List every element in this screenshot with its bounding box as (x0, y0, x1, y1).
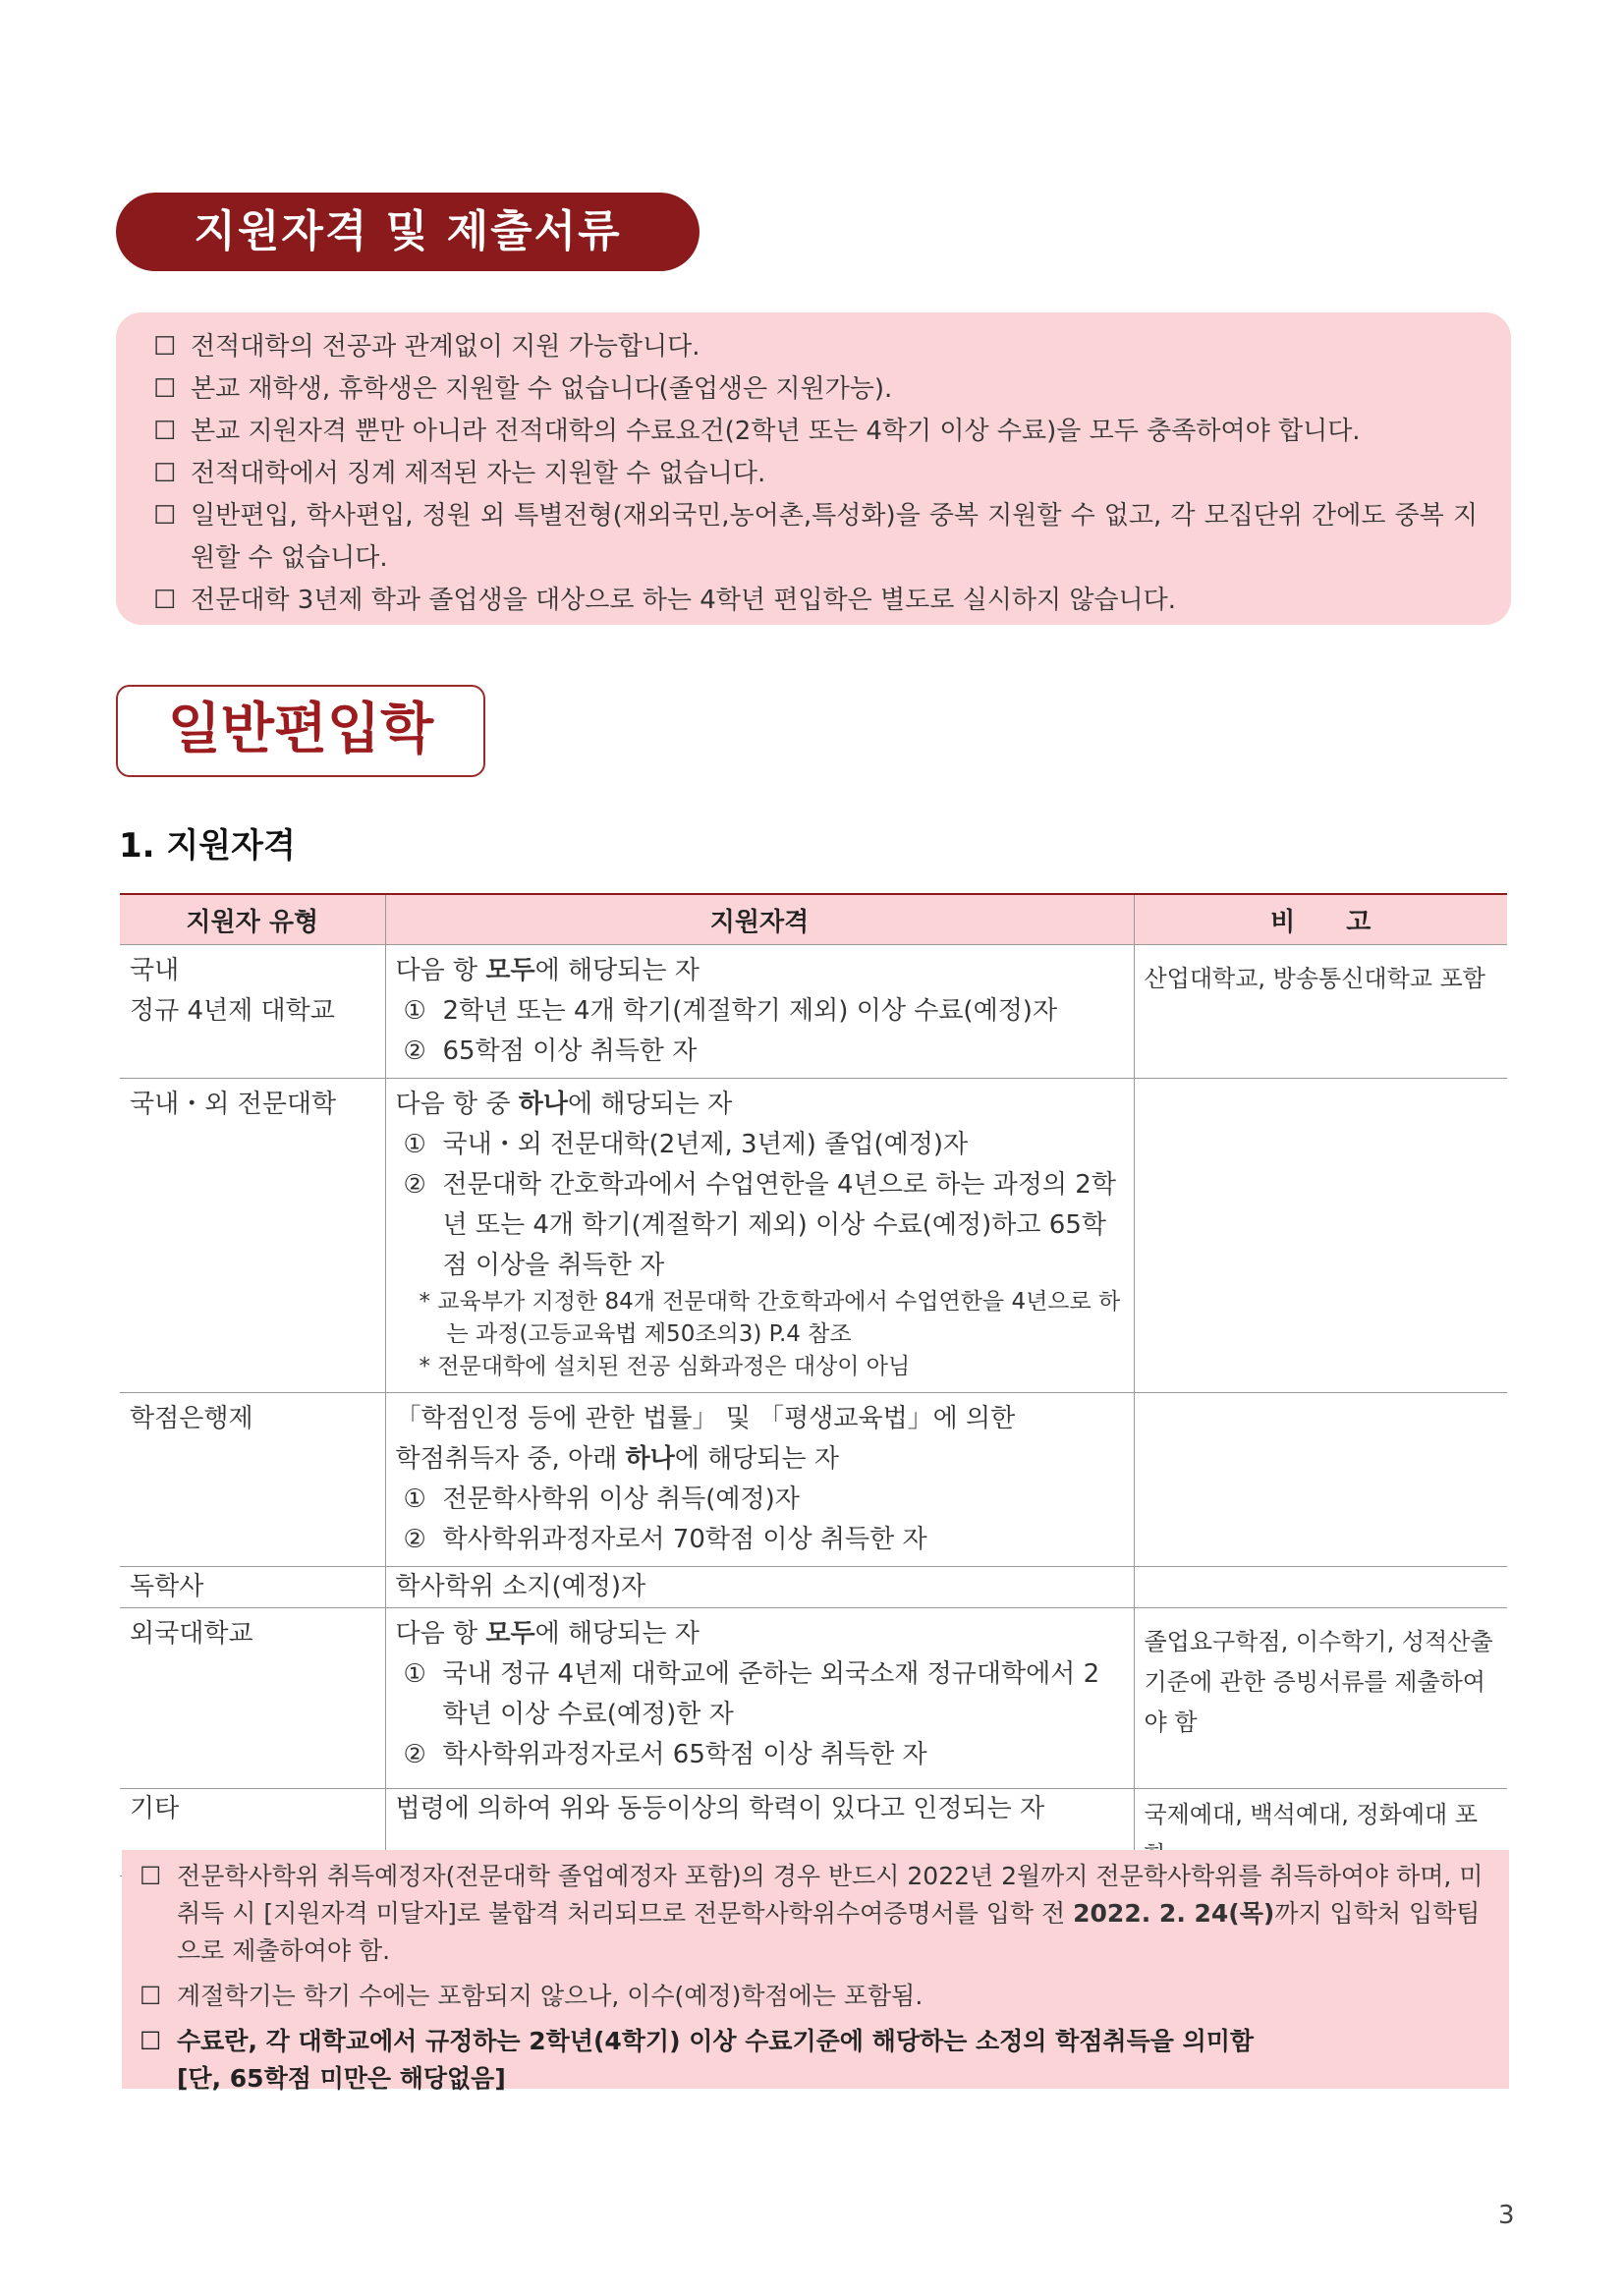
table-row (120, 1079, 1507, 1393)
table-row (120, 1393, 1507, 1567)
qualification-cell (385, 1393, 1134, 1567)
qualification-item: ① 전문학사학위 이상 취득(예정)자 (403, 1484, 800, 1514)
qualification-item: ① 국내・외 전문대학(2년제, 3년제) 졸업(예정)자 (403, 1130, 969, 1159)
qualification-intro: 다음 항 중 하나에 해당되는 자 (395, 1090, 733, 1119)
notice-item: ☐ 일반편입, 학사편입, 정원 외 특별전형(재외국민,농어촌,특성화)을 중복 지원할 수 없고, 각 모집단위 간에도 중복 지원할 수 없습니다. (153, 495, 1478, 580)
notice-item: ☐ 본교 재학생, 휴학생은 지원할 수 없습니다(졸업생은 지원가능). (153, 368, 1478, 411)
qualification-intro: 다음 항 모두에 해당되는 자 (395, 1619, 700, 1649)
table-header-row (120, 894, 1507, 945)
qualification-subnote: * 교육부가 지정한 84개 전문대학 간호학과에서 수업연한을 4년으로 하는 과정(고등교육법 제50조의3) P.4 참조 (419, 1289, 1121, 1347)
qualification-subnote: * 전문대학에 설치된 전공 심화과정은 대상이 아님 (419, 1354, 911, 1379)
column-header-type: 지원자 유형 (120, 894, 385, 945)
note-cell (1134, 1393, 1507, 1567)
footnote-item: ☐ 계절학기는 학기 수에는 포함되지 않으나, 이수(예정)학점에는 포함됨. (140, 1978, 1495, 2015)
checkbox-icon: ☐ (153, 459, 177, 488)
note-cell (1134, 1079, 1507, 1393)
checkbox-icon: ☐ (153, 417, 177, 446)
checkbox-icon: ☐ (153, 501, 177, 531)
subsection-heading: 1. 지원자격 (119, 826, 296, 866)
checkbox-icon: ☐ (153, 374, 177, 404)
checkbox-icon: ☐ (153, 586, 177, 615)
column-header-qualification: 지원자격 (385, 894, 1134, 945)
section-banner: 지원자격 및 제출서류 (116, 193, 700, 271)
qualification-item: ② 학사학위과정자로서 70학점 이상 취득한 자 (403, 1525, 927, 1554)
qualification-cell (385, 1608, 1134, 1789)
applicant-type-cell: 학점은행제 (120, 1393, 385, 1567)
applicant-type-cell: 외국대학교 (120, 1608, 385, 1789)
qualification-cell (385, 945, 1134, 1079)
applicant-type-cell: 국내 정규 4년제 대학교 (120, 945, 385, 1079)
qualification-intro: 「학점인정 등에 관한 법률」 및 「평생교육법」에 의한 (395, 1404, 1016, 1433)
note-cell: 산업대학교, 방송통신대학교 포함 (1134, 945, 1507, 1079)
applicant-type-cell: 독학사 (120, 1567, 385, 1608)
notice-item: ☐ 본교 지원자격 뿐만 아니라 전적대학의 수료요건(2학년 또는 4학기 이상 수료)을 모두 충족하여야 합니다. (153, 411, 1478, 453)
checkbox-icon: ☐ (140, 2027, 162, 2055)
notice-item: ☐ 전적대학에서 징계 제적된 자는 지원할 수 없습니다. (153, 453, 1478, 495)
checkbox-icon: ☐ (153, 332, 177, 362)
qualification-cell (385, 1079, 1134, 1393)
qualification-cell: 학사학위 소지(예정)자 (385, 1567, 1134, 1608)
notice-item: ☐ 전적대학의 전공과 관계없이 지원 가능합니다. (153, 326, 1478, 368)
qualification-cell: 법령에 의하여 위와 동등이상의 학력이 있다고 인정되는 자 (385, 1789, 1134, 1876)
note-cell: 국제예대, 백석예대, 정화예대 포 (1134, 1789, 1507, 1876)
qualification-item: ② 학사학위과정자로서 65학점 이상 취득한 자 (403, 1740, 927, 1769)
qualification-intro: 학점취득자 중, 아래 하나에 해당되는 자 (395, 1444, 839, 1474)
page-number: 3 (1498, 2201, 1515, 2230)
eligibility-table (120, 893, 1507, 1876)
section-title: 일반편입학 (116, 685, 485, 777)
table-row (120, 945, 1507, 1079)
qualification-item: ② 전문대학 간호학과에서 수업연한을 4년으로 하는 과정의 2학년 또는 4개 학기(계절학기 제외) 이상 수료(예정)하고 65학점 이상을 취득한 자 (403, 1170, 1116, 1280)
qualification-item: ② 65학점 이상 취득한 자 (403, 1036, 698, 1066)
applicant-type-cell: 기타 (120, 1789, 385, 1876)
table-row (120, 1608, 1507, 1789)
column-header-note: 비 고 (1134, 894, 1507, 945)
applicant-type-cell: 국내・외 전문대학 (120, 1079, 385, 1393)
qualification-item: ① 국내 정규 4년제 대학교에 준하는 외국소재 정규대학에서 2학년 이상 수료(예정)한 자 (403, 1659, 1100, 1729)
checkbox-icon: ☐ (140, 1982, 162, 2010)
notice-item: ☐ 전문대학 3년제 학과 졸업생을 대상으로 하는 4학년 편입학은 별도로 실시하지 않습니다. (153, 580, 1478, 622)
checkbox-icon: ☐ (140, 1862, 162, 1890)
note-cell (1134, 1567, 1507, 1608)
table-row (120, 1567, 1507, 1608)
footnote-box (122, 1850, 1509, 2093)
qualification-item: ① 2학년 또는 4개 학기(계절학기 제외) 이상 수료(예정)자 (403, 996, 1058, 1026)
qualification-intro: 다음 항 모두에 해당되는 자 (395, 956, 700, 985)
footnote-item: ☐ 수료란, 각 대학교에서 규정하는 2학년(4학기) 이상 수료기준에 해당하는 소정의 학점취득을 의미함 [단, 65학점 미만은 해당없음] (140, 2023, 1495, 2098)
notice-box (116, 312, 1511, 625)
note-cell: 졸업요구학점, 이수학기, 성적산출기준에 관한 증빙서류를 제출하여야 함 (1134, 1608, 1507, 1789)
footnote-item: ☐ 전문학사학위 취득예정자(전문대학 졸업예정자 포함)의 경우 반드시 2022년 2월까지 전문학사학위를 취득하여야 하며, 미취득 시 [지원자격 미달자]로 불합격 처리되므로 전문학사학위수여증명서를 입학 전 2022. 2. 24(목)까지 입학처 입학팀으로 제출하여야 함. (140, 1858, 1495, 1970)
